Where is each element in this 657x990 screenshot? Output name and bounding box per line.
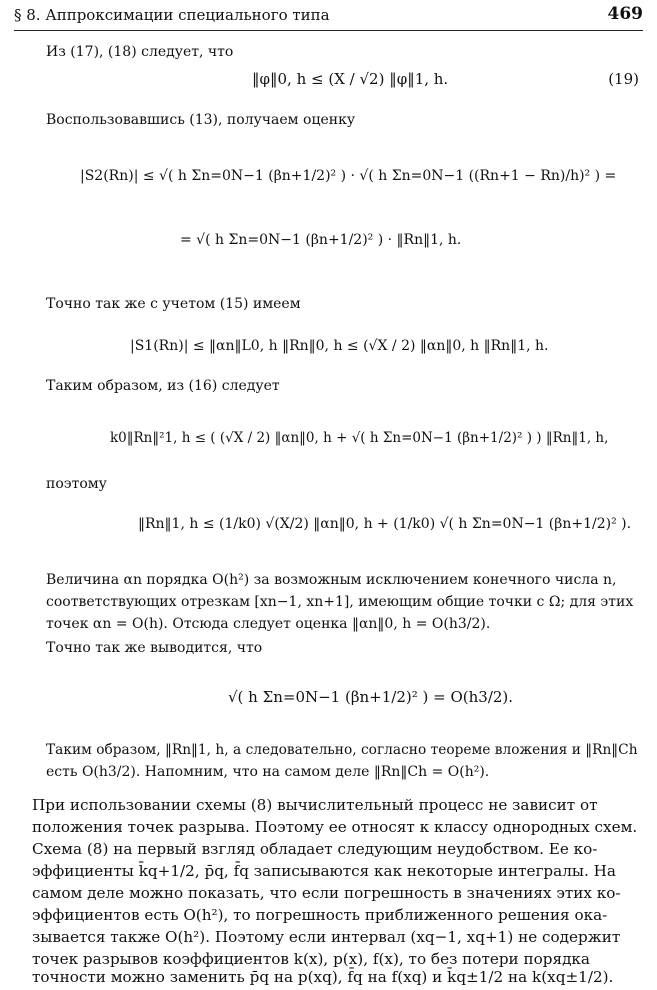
paragraph-line: самом деле можно показать, что если погрешность в значениях этих ко- <box>32 884 621 902</box>
equation-beta-estimate: √( h Σn=0N−1 (βn+1/2)² ) = O(h3/2). <box>228 688 514 706</box>
text-line: поэтому <box>46 476 107 492</box>
equation-s1-estimate: |S1(Rn)| ≤ ‖αn‖L0, h ‖Rn‖0, h ≤ (√X / 2) ‖αn‖0, h ‖Rn‖1, h. <box>130 338 549 354</box>
text-line: Из (17), (18) следует, что <box>46 44 234 60</box>
text-line: точек αn = O(h). Отсюда следует оценка ‖αn‖0, h = O(h3/2). <box>46 616 491 632</box>
page-number: 469 <box>607 4 643 24</box>
equation-s2-estimate: |S2(Rn)| ≤ √( h Σn=0N−1 (βn+1/2)² ) · √( h Σn=0N−1 ((Rn+1 − Rn)/h)² ) = <box>80 168 617 184</box>
text-line: есть O(h3/2). Напомним, что на самом деле ‖Rn‖Ch = O(h²). <box>46 764 490 780</box>
paragraph-line: эффициентов есть O(h²), то погрешность приближенного решения ока- <box>32 906 608 924</box>
equation-number-19: (19) <box>608 70 639 88</box>
equation-rn-estimate: ‖Rn‖1, h ≤ (1/k0) √(X/2) ‖αn‖0, h + (1/k0) √( h Σn=0N−1 (βn+1/2)² ). <box>138 516 632 532</box>
section-title: § 8. Аппроксимации специального типа <box>14 6 330 24</box>
paragraph-line: Схема (8) на первый взгляд обладает следующим неудобством. Ее ко- <box>32 840 598 858</box>
equation-k0-estimate: k0‖Rn‖²1, h ≤ ( (√X / 2) ‖αn‖0, h + √( h Σn=0N−1 (βn+1/2)² ) ) ‖Rn‖1, h, <box>110 430 609 446</box>
paragraph-line: положения точек разрыва. Поэтому ее относят к классу однородных схем. <box>32 818 638 836</box>
paragraph-line: При использовании схемы (8) вычислительный процесс не зависит от <box>32 796 598 814</box>
text-line: Величина αn порядка O(h²) за возможным исключением конечного числа n, <box>46 572 617 588</box>
equation-19: ‖φ‖0, h ≤ (X / √2) ‖φ‖1, h. <box>252 70 449 88</box>
paragraph-line: точек разрывов коэффициентов k(x), p(x), f(x), то без потери порядка <box>32 950 590 968</box>
running-header <box>14 4 643 31</box>
text-line: соответствующих отрезкам [xn−1, xn+1], имеющим общие точки с Ω; для этих <box>46 594 634 610</box>
text-line: Воспользовавшись (13), получаем оценку <box>46 112 356 128</box>
text-line: Таким образом, из (16) следует <box>46 378 280 394</box>
text-line: Точно так же выводится, что <box>46 640 263 656</box>
equation-s2-result: = √( h Σn=0N−1 (βn+1/2)² ) · ‖Rn‖1, h. <box>180 232 462 248</box>
text-line: Точно так же с учетом (15) имеем <box>46 296 301 312</box>
paragraph-line: эффициенты k̄q+1/2, p̄q, f̄q записываются как некоторые интегралы. На <box>32 862 616 880</box>
text-line: Таким образом, ‖Rn‖1, h, а следовательно, согласно теореме вложения и ‖Rn‖Ch <box>46 742 638 758</box>
paragraph-line: зывается также O(h²). Поэтому если интервал (xq−1, xq+1) не содержит <box>32 928 621 946</box>
paragraph-line: точности можно заменить p̄q на p(xq), f̄q на f(xq) и k̄q±1/2 на k(xq±1/2). <box>32 968 614 986</box>
